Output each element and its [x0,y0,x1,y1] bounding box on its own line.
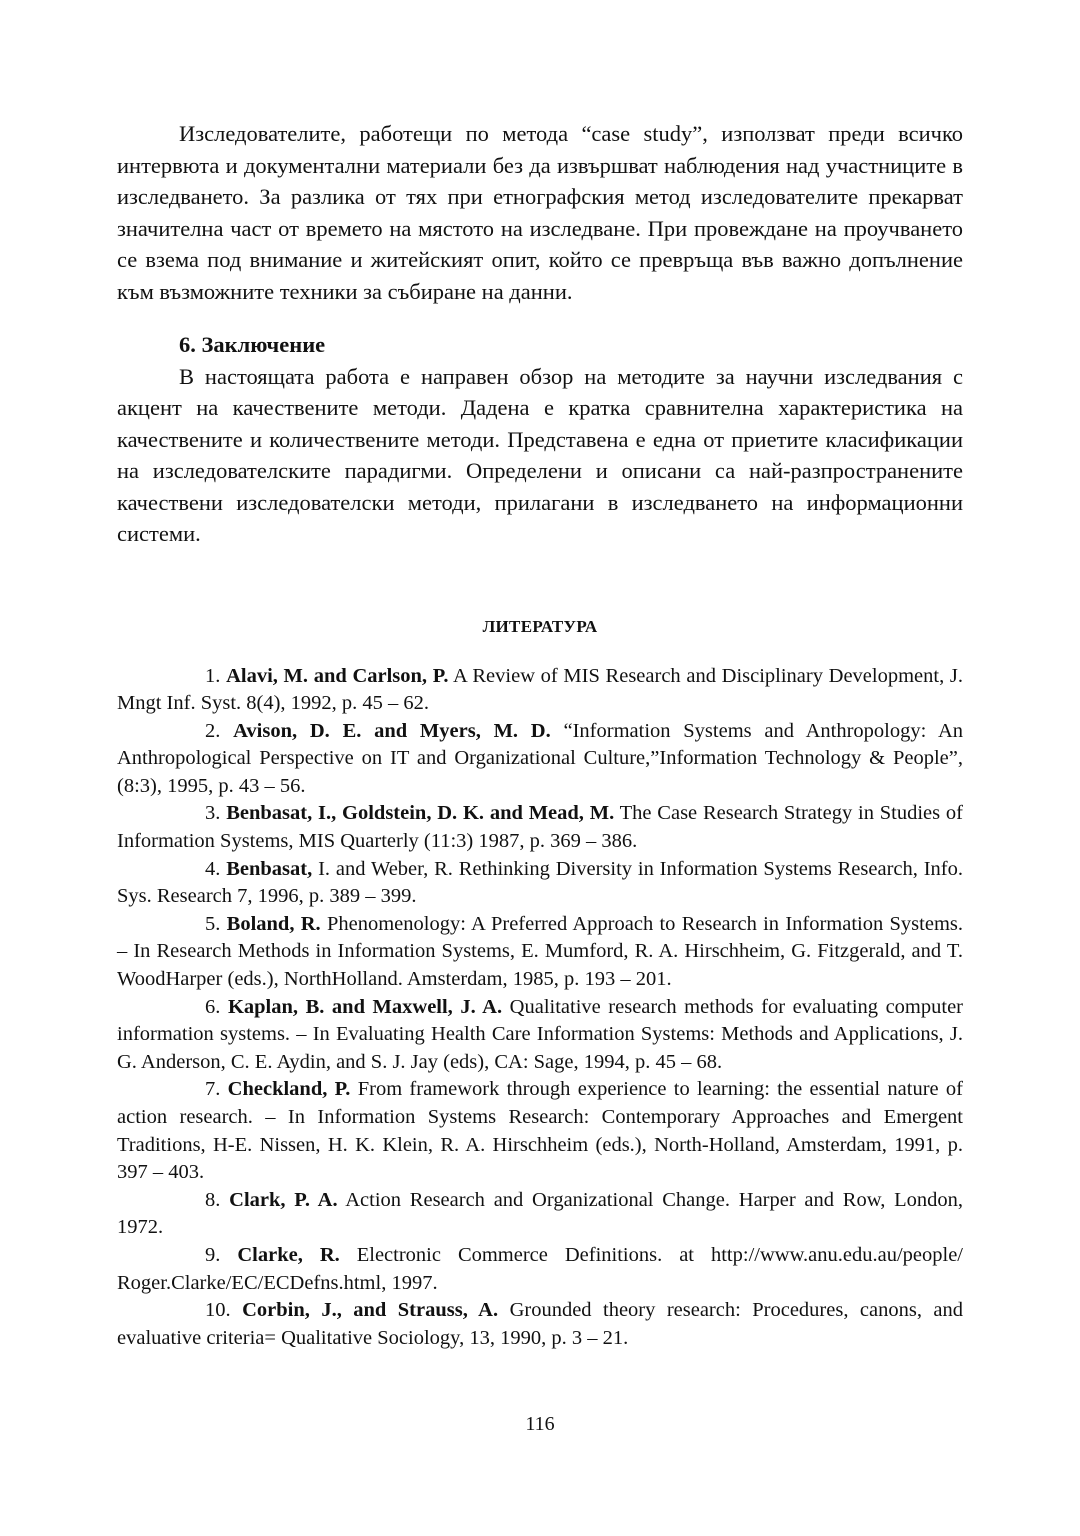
reference-number: 7. [205,1078,228,1101]
reference-text: From framework through experience to learning: the essential nature of action research. – In Information Systems Research: Contemporary Approaches and Emergent Traditions, H-E. Nissen, H. K. Klein, R. A. Hirschheim (eds.), North-Holland, Amsterdam, 1991, p. 397 – 403. [117,1078,963,1184]
reference-text: The Case Research Strategy in Studies of Information Systems, MIS Quarterly (11:3) 1987, p. 369 – 386. [117,802,963,853]
reference-authors: Clark, P. A. [229,1188,338,1211]
reference-text: Qualitative research methods for evaluating computer information systems. – In Evaluating Health Care Information Systems: Methods and Applications, J. G. Anderson, C. E. Aydin, and S. J. Jay (eds), CA: Sage, 1994, p. 45 – 68. [117,995,963,1073]
conclusion-heading: 6. Заключение [179,332,326,357]
reference-authors: Alavi, M. and Carlson, P. [226,664,449,687]
reference-authors: Benbasat, I., Goldstein, D. K. and Mead, M. [226,802,615,825]
reference-item-6 [117,994,963,1077]
reference-item-3 [117,800,963,855]
references-list [117,663,963,1353]
reference-authors: Clarke, R. [237,1243,340,1266]
reference-number: 9. [205,1243,238,1266]
intro-paragraph: Изследователите, работещи по метода “case study”, използват преди всичко интервюта и документални материали без да извършват наблюдения над участниците в изследването. За разлика от тях при етнографския метод изследователите прекарват значителна част от времето на мястото на изследване. При провеждане на проучването се взема под внимание и житейският опит, който се превръща във важно допълнение към възможните техники за събиране на данни. [117,121,963,304]
reference-item-5 [117,911,963,994]
reference-authors: Corbin, J., and Strauss, A. [242,1299,499,1322]
reference-item-9 [117,1242,963,1297]
reference-text: Electronic Commerce Definitions. at http://www.anu.edu.au/people/ Roger.Clarke/EC/ECDefns.html, 1997. [117,1243,963,1294]
reference-authors: Avison, D. E. and Myers, M. D. [233,719,551,742]
reference-number: 2. [205,719,234,742]
reference-item-8 [117,1187,963,1242]
reference-authors: Checkland, P. [227,1078,351,1101]
reference-item-2 [117,718,963,801]
reference-number: 8. [205,1188,230,1211]
reference-number: 5. [205,912,227,935]
reference-item-10 [117,1297,963,1352]
document-page [117,118,963,1352]
reference-text: I. and Weber, R. Rethinking Diversity in Information Systems Research, Info. Sys. Research 7, 1996, p. 389 – 399. [117,857,964,908]
reference-authors: Kaplan, B. and Maxwell, J. A. [227,995,503,1018]
reference-number: 4. [205,857,227,880]
reference-text: “Information Systems and Anthropology: An Anthropological Perspective on IT and Organizational Culture,”Information Technology & People”, (8:3), 1995, p. 43 – 56. [117,719,963,797]
reference-text: Grounded theory research: Procedures, canons, and evaluative criteria= Qualitative Sociology, 13, 1990, p. 3 – 21. [117,1299,964,1349]
page-number: 116 [525,1413,555,1435]
reference-text: Action Research and Organizational Change. Harper and Row, London, 1972. [117,1188,963,1239]
reference-number: 1. [205,664,227,687]
reference-item-1 [117,663,963,718]
reference-number: 10. [205,1299,243,1322]
reference-authors: Benbasat, [226,857,313,880]
reference-text: Phenomenology: A Preferred Approach to Research in Information Systems. – In Research Methods in Information Systems, E. Mumford, R. A. Hirschheim, G. Fitzgerald, and T. WoodHarper (eds.), NorthHolland. Amsterdam, 1985, p. 193 – 201. [117,912,963,991]
reference-item-4 [117,856,963,911]
conclusion-paragraph: В настоящата работа е направен обзор на методите за научни изследвания с акцент на качествените методи. Дадена е кратка сравнителна характеристика на качествените и количествените методи. Представена е една от приетите класификации на изследователските парадигми. Определени и описани са най-разпространените качествени изследователски методи, прилагани в изследването на информационни системи. [117,363,963,546]
references-heading: ЛИТЕРАТУРА [482,616,598,636]
reference-item-7 [117,1076,963,1186]
reference-number: 3. [205,802,227,825]
reference-number: 6. [205,995,228,1018]
reference-authors: Boland, R. [226,912,321,935]
reference-text: A Review of MIS Research and Disciplinary Development, J. Mngt Inf. Syst. 8(4), 1992, p. 45 – 62. [117,664,963,715]
